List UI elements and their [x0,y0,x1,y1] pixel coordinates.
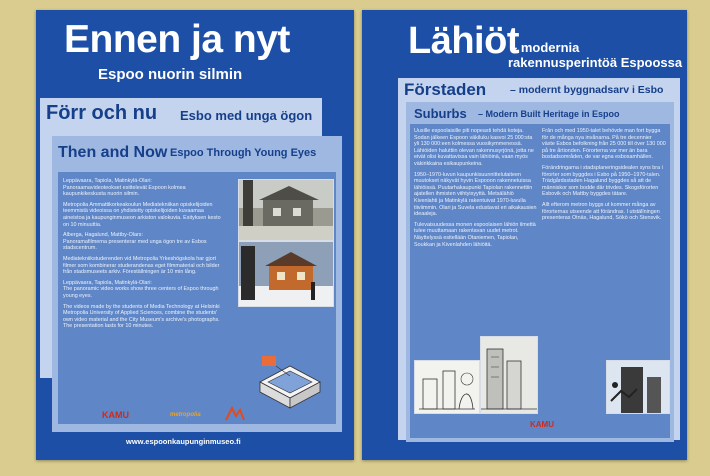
english-title: Then and Now [58,144,168,161]
suburbs-text-col-2 [542,128,666,356]
swedish-title: Förr och nu [46,102,158,124]
historic-photo [238,179,334,241]
suburb-sketch-2 [480,336,538,414]
left-title: Ennen ja nyt [64,18,290,61]
english-subtitle: Espoo Through Young Eyes [170,147,317,159]
right-poster [362,10,687,460]
text-1a: Leppävaara, Tapiola, Matinkylä-Olari: [63,178,152,184]
suburbs-panel [406,102,674,442]
suburbs-subtitle: – Modern Built Heritage in Espoo [478,109,620,119]
col1-paragraph-2: 1950–1970-luvun kaupunkisuunnittelutaiteen muutokset näkyvät hyvin Espooon rakennetuissa lähiöissä. Puutarhakaupunki Tapiolan rakennettiin ajatellen ihmisten viihtyisyyttä. Metsälähiö Kivenlahti ja Matinkylä rakentuivat 1970-luvulla tiiviimmin. Olari ja Suvela edustavat eri aikakausien ideaaleja. [414,171,537,218]
text-5a: Leppävaara, Tapiola, Matinkylä-Olari: [63,279,152,286]
col1-paragraph-1: Uusille espoolaisille piti nopeasti tehdä koteja. Sodan jälkeen Espoon väkiluku kasvoi 25 000:sta yli 130 000:een kolmessa vuosikymmenessä. Lähiöiden haluttiin olevan rakennusyrjönä, jotta ne eivät olisi kuvattavissa vain lähiöinä, vaan myös väkirikkaina esikaupunkeina. [414,128,534,167]
col1-paragraph-3: Tulevaisuudessa monen espoolaisen lähiön ilmettä tulee muuttamaan rakentavan uudet metrot. Näyttelyssä esitellään Otaniemen, Tapiolan, Soukkan ja Kivenlahden lähiöitä. [414,221,536,248]
english-content-area [58,172,336,424]
right-title-rest: – modernia [510,40,580,55]
suburbs-content-area [410,124,670,438]
right-kamu-logo: KAMU [530,420,554,429]
right-title-main: Lähiöt [408,20,519,62]
room-diagram [254,348,324,414]
text-3a: Alberga, Hagalund, Mattby-Olars: [63,232,143,239]
col2-paragraph-2: Förändringarna i stadsplaneringsidealen syns bra i förorter som byggdes i Esbo på 1950–1970-talen. Trädgårdsstaden Hagalund byggdes så att de människor som bodde där trivdes. Skogsförorten Esbovik och Mattby byggdes tätare. [542,164,663,198]
kamu-logo: KAMU [102,410,129,420]
metropolia-logo: metropolia [170,412,201,418]
left-poster [36,10,354,460]
text-2: Metropolia Ammattikorkeakoulun Mediatekniikan opiskelijoiden teemmistä videoissa on yhdistetty opiskelijoiden kuvaamaa aineistoa ja kaupunginmuseon arkiston valokuvia. Esityksen kesto on 10 minuuttia. [63,201,221,228]
suburbs-text-col-1 [414,128,538,356]
text-5b: The panoramic video works show three centers of Espoo through young eyes. [63,286,219,299]
col2-paragraph-3: Allt efterom metron byggs ut kommer många av förorternas utseende att förändras. I utställningen presenteras Otnäs, Hagalund, Sökö och Stensvik. [542,201,662,222]
forstaden-title: Förstaden [404,80,487,99]
website-url: www.espoonkaupunginmuseo.fi [126,437,241,446]
text-6: The videos made by the students of Media Technology at Helsinki Metropolia University of Applied Sciences, combine the students' own video material and the City Museum's archive's photographs. The presentation lasts for 10 minutes. [63,303,220,330]
left-subtitle: Espoo nuorin silmin [98,66,243,83]
forstaden-subtitle: – modernt byggnadsarv i Esbo [510,84,664,96]
text-3b: Panoramafilmerna presenterar med unga ögon tre av Esbos stadscentrum. [63,238,207,252]
suburbs-title: Suburbs [414,106,467,121]
left-text-column [63,178,221,418]
right-title-line2: rakennusperintöä Espoossa [508,55,683,70]
suburb-photo [606,360,670,414]
text-1b: Panoraamavideoteokset esittelevät Espoon kolmea kaupunkikeskusta nuorin silmin. [63,184,186,198]
swedish-subtitle: Esbo med unga ögon [180,108,313,123]
partner-logo [224,406,246,427]
col2-paragraph-1: Från och med 1950-talet behövde man fort bygga för de många nya invånarna. På tre decennier växte Esbos befolkning från 25 000 till över 130 000 på tre årtionden. Förorterna var mer än bara bostadsområden, de var egna esbosamhällen. [542,128,666,161]
text-4: Mediatekniikstuderenden vid Metropolia Yrkeshögskola har gjort filmer som kombinerar studerandenas eget filmmaterial och bilder från stadsmuseets arkiv. Föreställningen är 10 min lång. [63,255,220,276]
suburb-sketch-1 [414,360,480,414]
english-panel [52,136,342,432]
modern-photo [238,241,334,307]
